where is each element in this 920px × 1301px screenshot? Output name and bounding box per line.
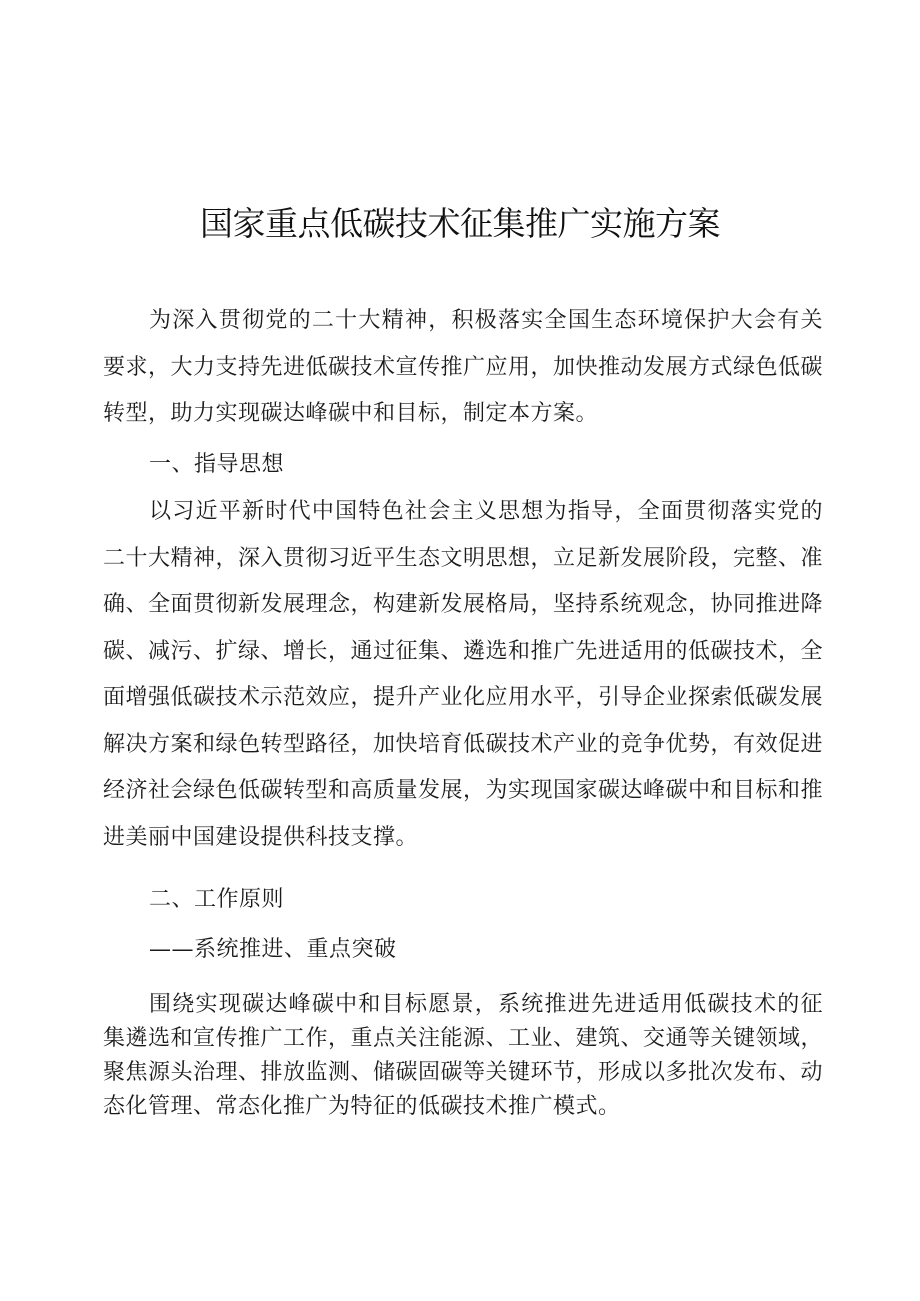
section-1-body: 以习近平新时代中国特色社会主义思想为指导，全面贯彻落实党的二十大精神，深入贯彻习近平生态文明思想，立足新发展阶段，完整、准确、全面贯彻新发展理念，构建新发展格局，坚持系统观念，协同推进降碳、减污、扩绿、增长，通过征集、遴选和推广先进适用的低碳技术，全面增强低碳技术示范效应，提升产业化应用水平，引导企业探索低碳发展解决方案和绿色转型路径，加快培育低碳技术产业的竞争优势，有效促进经济社会绿色低碳转型和高质量发展，为实现国家碳达峰碳中和目标和推进美丽中国建设提供科技支撑。 — [103, 499, 824, 850]
document-title: 国家重点低碳技术征集推广实施方案 — [200, 204, 720, 243]
section-2-body: 围绕实现碳达峰碳中和目标愿景，系统推进先进适用低碳技术的征集遴选和宣传推广工作，重点关注能源、工业、建筑、交通等关键领域，聚焦源头治理、排放监测、储碳固碳等关键环节，形成以多批次发布、动态化管理、常态化推广为特征的低碳技术推广模式。 — [103, 992, 824, 1119]
section-1-heading: 一、指导思想 — [149, 452, 285, 477]
section-2-subheading: ——系统推进、重点突破 — [149, 937, 397, 962]
intro-paragraph: 为深入贯彻党的二十大精神，积极落实全国生态环境保护大会有关要求，大力支持先进低碳技术宣传推广应用，加快推动发展方式绿色低碳转型，助力实现碳达峰碳中和目标，制定本方案。 — [103, 308, 824, 426]
section-2-heading: 二、工作原则 — [149, 887, 285, 912]
